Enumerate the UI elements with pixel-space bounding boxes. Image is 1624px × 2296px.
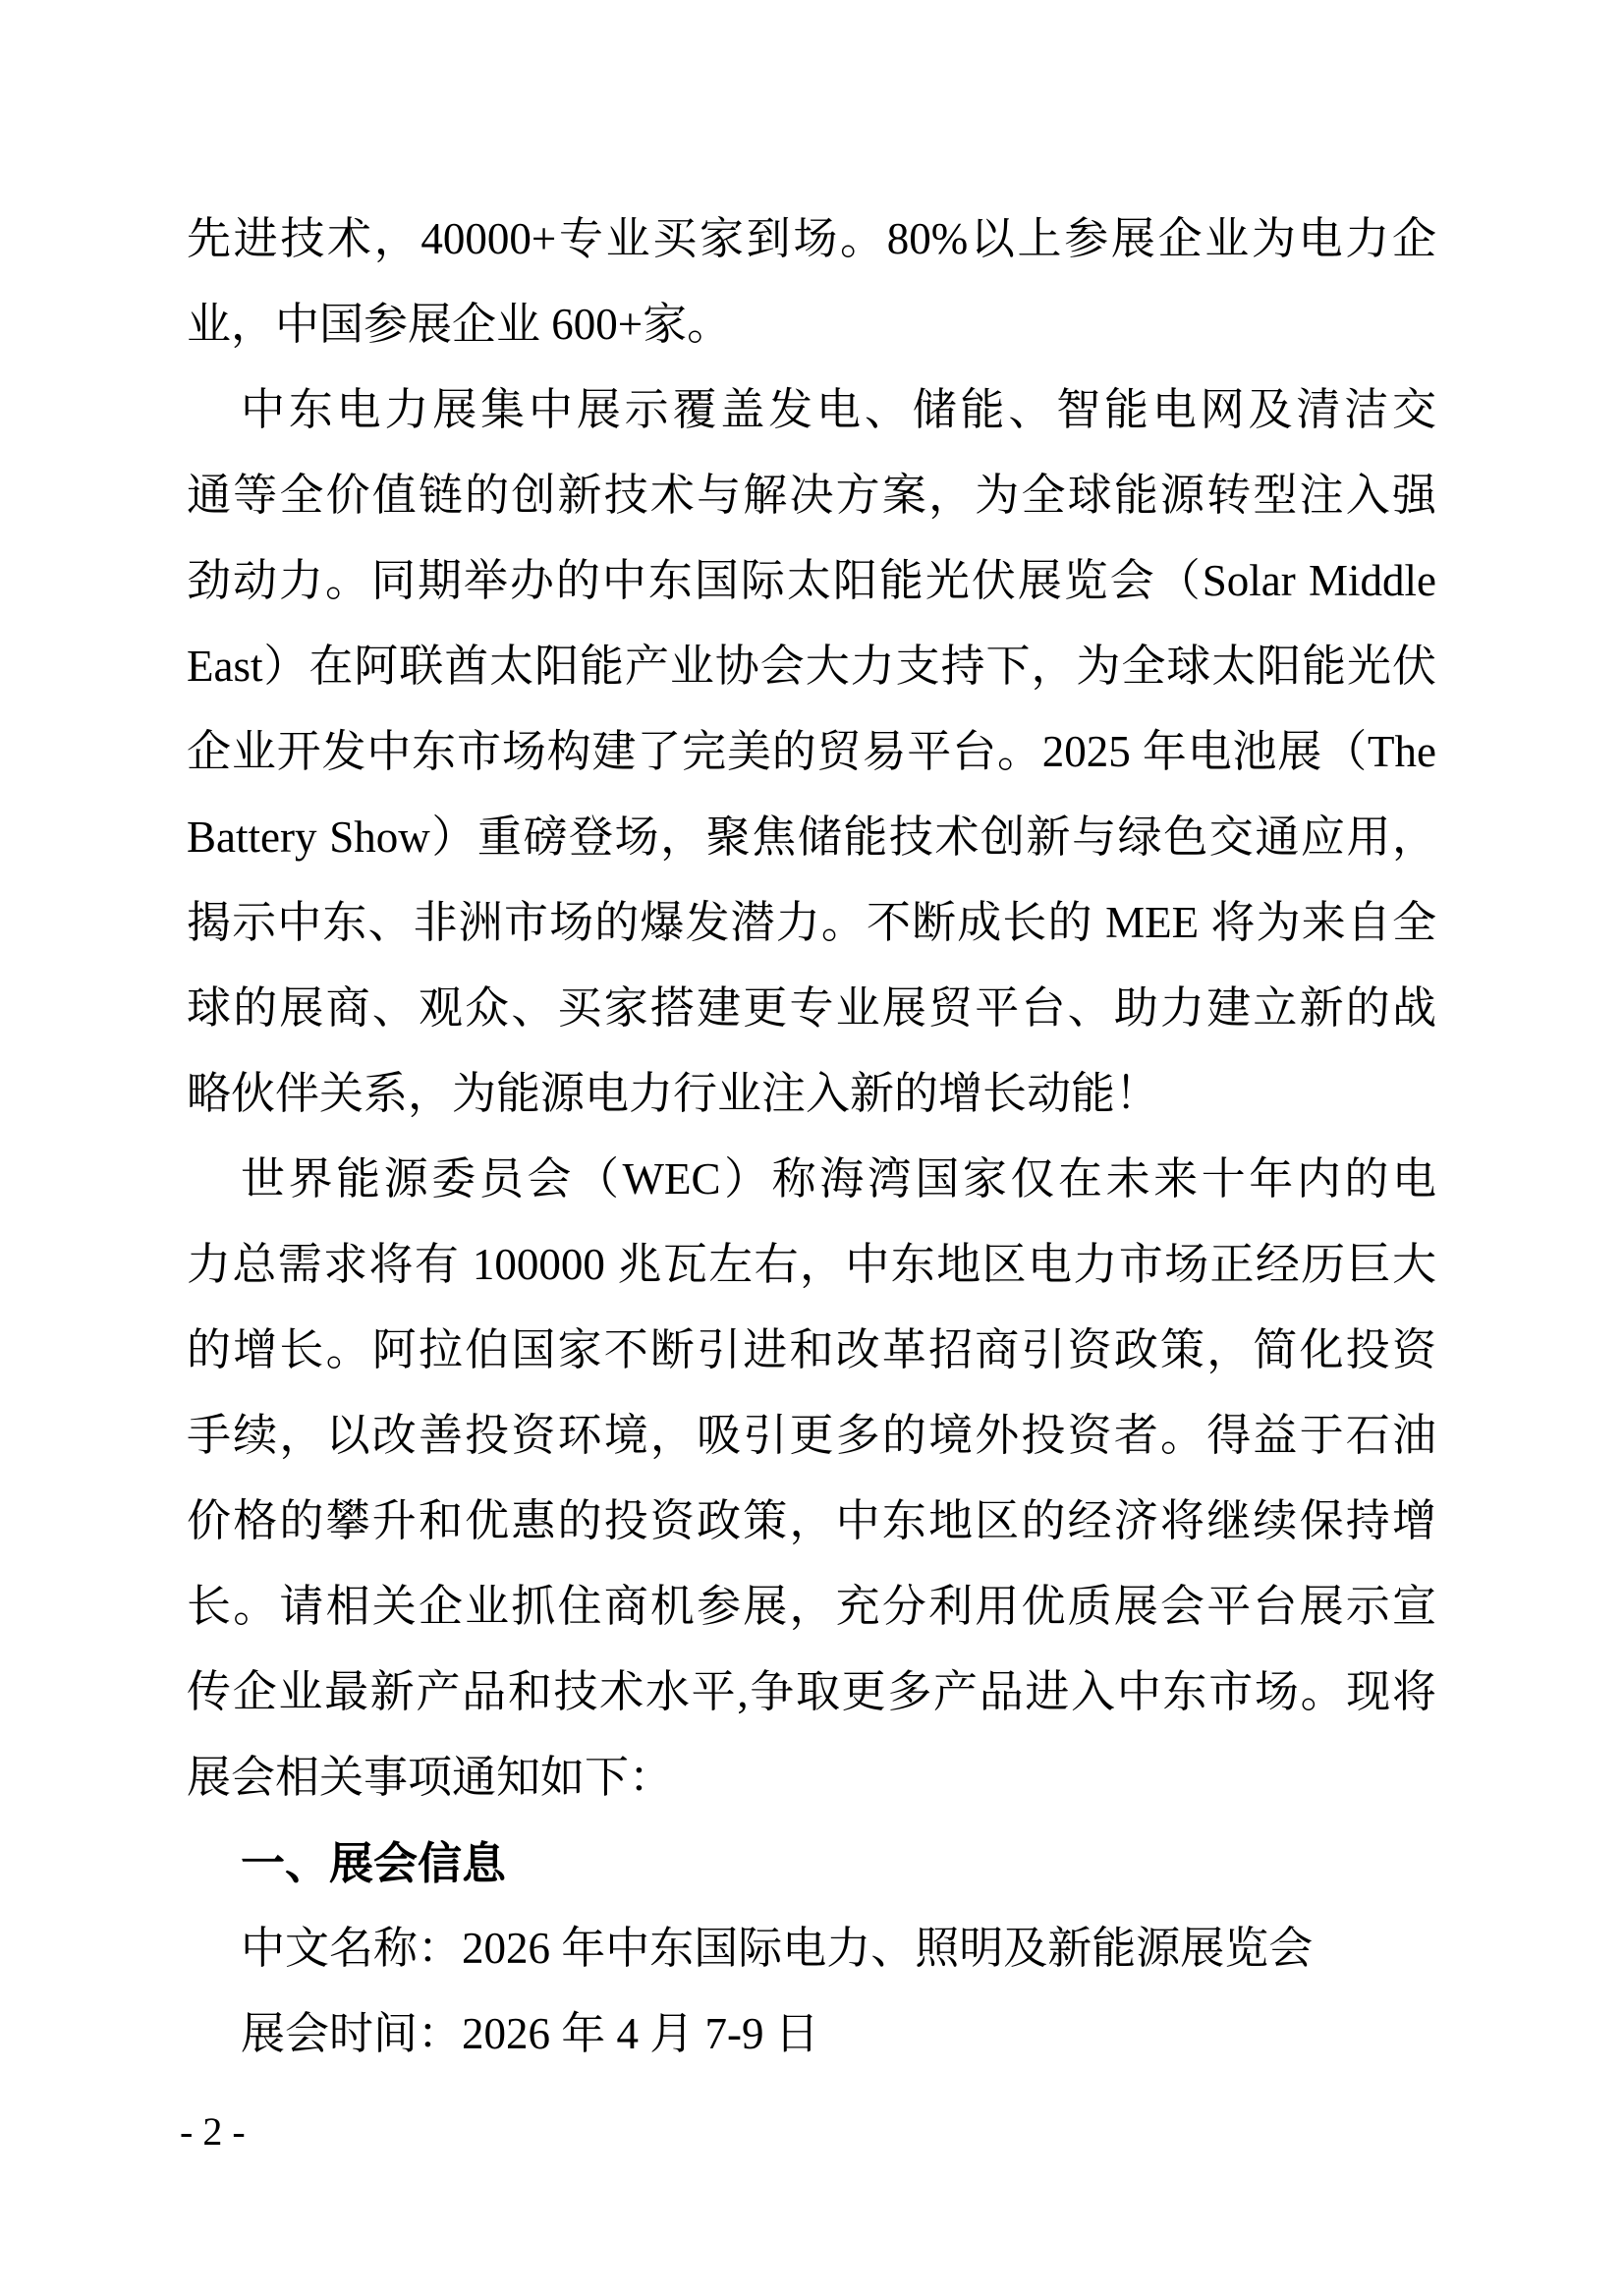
text-line: 长。请相关企业抓住商机参展，充分利用优质展会平台展示宣 <box>187 1582 1436 1631</box>
text-line: 劲动力。同期举办的中东国际太阳能光伏展览会（Solar Middle <box>187 556 1436 605</box>
text-line: 通等全价值链的创新技术与解决方案，为全球能源转型注入强 <box>187 471 1436 520</box>
text-line: 球的展商、观众、买家搭建更专业展贸平台、助力建立新的战 <box>187 983 1436 1033</box>
text-line: 中东电力展集中展示覆盖发电、储能、智能电网及清洁交 <box>241 385 1436 434</box>
text-line: 略伙伴关系，为能源电力行业注入新的增长动能！ <box>187 1069 1160 1118</box>
text-line: 的增长。阿拉伯国家不断引进和改革招商引资政策，简化投资 <box>187 1325 1436 1374</box>
text-line: 业，中国参展企业 600+家。 <box>187 300 732 349</box>
text-line: 世界能源委员会（WEC）称海湾国家仅在未来十年内的电 <box>241 1154 1436 1204</box>
text-line: 力总需求将有 100000 兆瓦左右，中东地区电力市场正经历巨大 <box>187 1240 1436 1289</box>
text-line: 中文名称：2026 年中东国际电力、照明及新能源展览会 <box>241 1924 1314 1973</box>
section-heading: 一、展会信息 <box>241 1838 507 1888</box>
text-line: 展会相关事项通知如下： <box>187 1753 674 1802</box>
document-body <box>187 196 1436 2077</box>
page-number: - 2 - <box>180 2109 246 2154</box>
text-line: 企业开发中东市场构建了完美的贸易平台。2025 年电池展（The <box>187 727 1436 776</box>
text-line: 价格的攀升和优惠的投资政策，中东地区的经济将继续保持增 <box>187 1496 1436 1545</box>
text-line: 手续，以改善投资环境，吸引更多的境外投资者。得益于石油 <box>187 1411 1436 1460</box>
text-line: East）在阿联酋太阳能产业协会大力支持下，为全球太阳能光伏 <box>187 642 1436 691</box>
text-line: Battery Show）重磅登场，聚焦储能技术创新与绿色交通应用， <box>187 812 1436 862</box>
text-line: 展会时间：2026 年 4 月 7-9 日 <box>241 2009 819 2058</box>
text-line: 传企业最新产品和技术水平,争取更多产品进入中东市场。现将 <box>187 1667 1436 1716</box>
text-line: 先进技术，40000+专业买家到场。80%以上参展企业为电力企 <box>187 214 1436 263</box>
text-line: 揭示中东、非洲市场的爆发潜力。不断成长的 MEE 将为来自全 <box>187 898 1436 947</box>
